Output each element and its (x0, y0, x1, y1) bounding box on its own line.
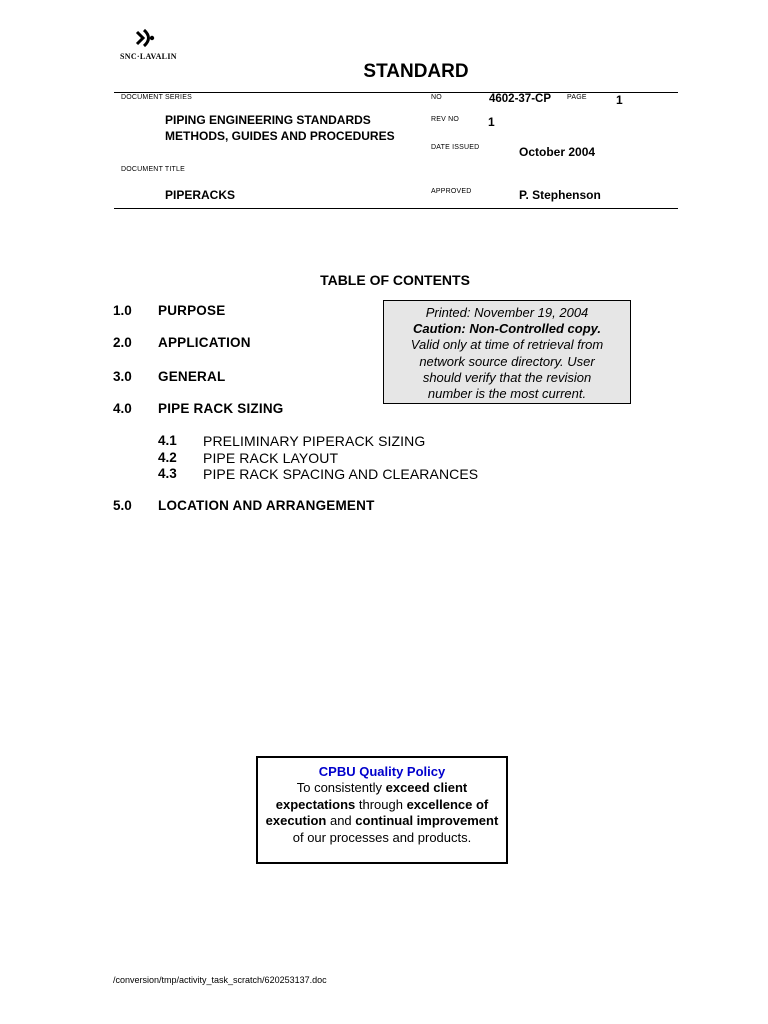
policy-emphasis: excellence of execution (265, 796, 489, 829)
page-title: STANDARD (363, 61, 469, 82)
policy-text-part: of our processes and products. (292, 829, 472, 845)
policy-emphasis: continual improvement (355, 813, 499, 829)
footer-file-path: /conversion/tmp/activity_task_scratch/620253137.doc (113, 975, 327, 985)
no-label: NO (431, 94, 442, 101)
policy-text-part: through (355, 796, 407, 812)
caution-line: number is the most current. (427, 386, 587, 402)
header-top-rule (114, 92, 678, 93)
page-label: PAGE (567, 94, 587, 101)
toc-section-purpose: PURPOSE (158, 303, 226, 318)
approved-by: P. Stephenson (519, 188, 601, 202)
toc-title: TABLE OF CONTENTS (320, 272, 470, 288)
toc-section-application: APPLICATION (158, 335, 251, 350)
quality-policy-title: CPBU Quality Policy (318, 764, 446, 779)
caution-line: Valid only at time of retrieval from (410, 337, 604, 353)
toc-subsection-layout: PIPE RACK LAYOUT (203, 450, 339, 466)
toc-section-number: 1.0 (113, 303, 132, 318)
toc-subsection-number: 4.1 (158, 433, 177, 448)
toc-section-number: 4.0 (113, 401, 132, 416)
snc-lavalin-logo-icon (134, 28, 156, 48)
approved-label: APPROVED (431, 188, 472, 195)
quality-policy-box (256, 756, 508, 864)
rev-number: 1 (488, 115, 495, 129)
document-number: 4602-37-CP (489, 93, 552, 105)
toc-section-number: 3.0 (113, 369, 132, 384)
logo-text: SNC·LAVALIN (120, 52, 177, 61)
series-line-2: METHODS, GUIDES AND PROCEDURES (165, 129, 395, 143)
quality-policy-text (264, 780, 500, 846)
document-series-label: DOCUMENT SERIES (121, 94, 192, 101)
toc-section-number: 5.0 (113, 498, 132, 513)
rev-label: REV NO (431, 116, 460, 123)
toc-subsection-spacing-clearances: PIPE RACK SPACING AND CLEARANCES (203, 466, 479, 482)
date-issued: October 2004 (519, 145, 596, 159)
printed-date: Printed: November 19, 2004 (425, 305, 589, 320)
toc-section-general: GENERAL (158, 369, 226, 384)
caution-line: network source directory. User (419, 353, 595, 369)
header-bottom-rule (114, 208, 678, 209)
document-title-label: DOCUMENT TITLE (121, 166, 185, 173)
policy-text-part: To consistently (296, 780, 386, 796)
toc-section-number: 2.0 (113, 335, 132, 350)
toc-subsection-preliminary-sizing: PRELIMINARY PIPERACK SIZING (203, 433, 426, 449)
caution-line: should verify that the revision (422, 369, 592, 385)
date-issued-label: DATE ISSUED (431, 144, 480, 151)
toc-subsection-number: 4.3 (158, 466, 177, 481)
page-number: 1 (616, 93, 623, 107)
policy-text-part: and (326, 813, 356, 829)
toc-subsection-number: 4.2 (158, 450, 177, 465)
document-title: PIPERACKS (165, 188, 236, 202)
series-line-1: PIPING ENGINEERING STANDARDS (165, 113, 371, 127)
policy-emphasis: exceed client expectations (275, 780, 468, 812)
caution-heading: Caution: Non-Controlled copy. (413, 321, 601, 337)
toc-section-location-arrangement: LOCATION AND ARRANGEMENT (158, 498, 375, 513)
toc-section-pipe-rack-sizing: PIPE RACK SIZING (158, 401, 284, 416)
non-controlled-copy-notice (383, 300, 631, 404)
